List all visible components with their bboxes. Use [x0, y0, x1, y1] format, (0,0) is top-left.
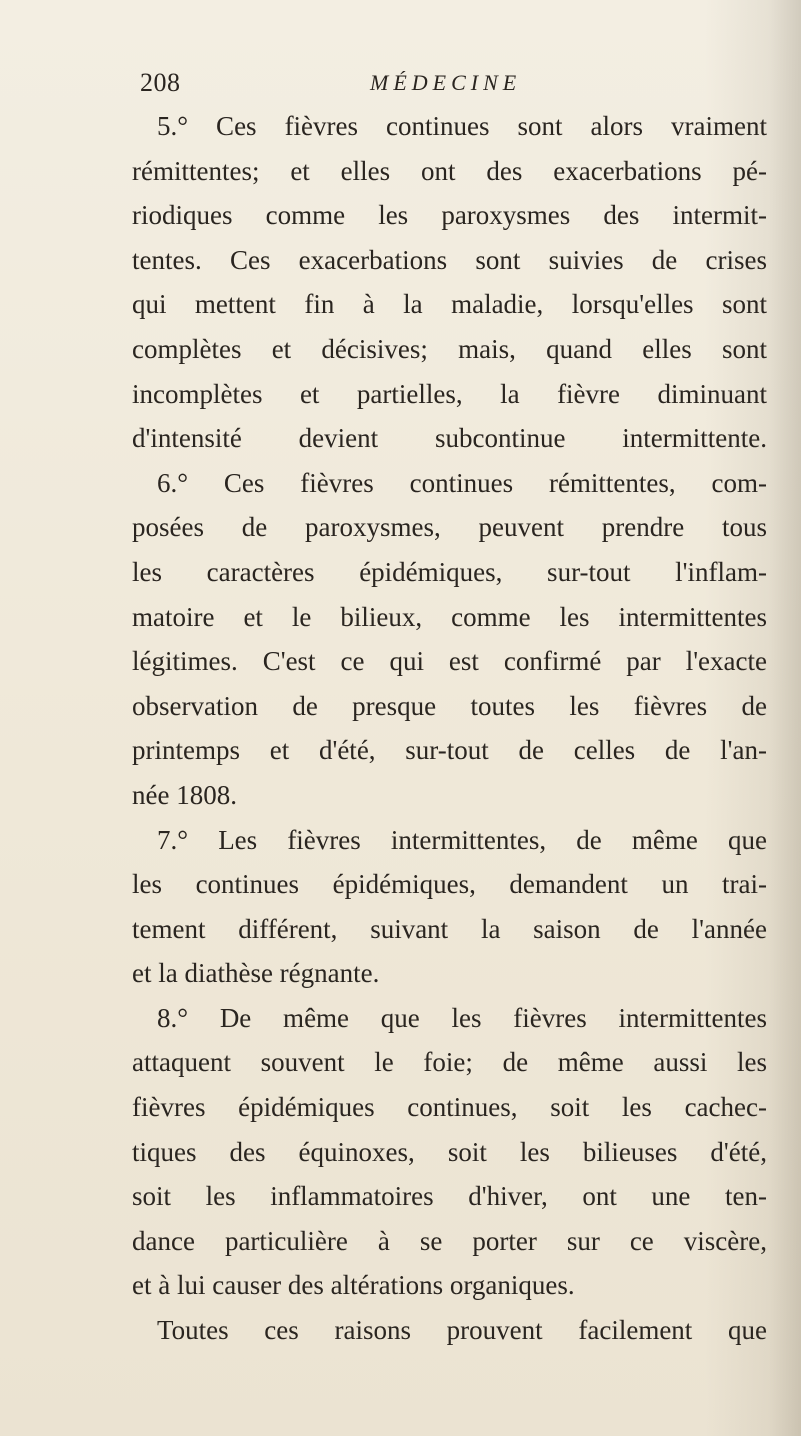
text-line: d'intensité devient subcontinue intermittente.	[132, 423, 767, 454]
text-line: rémittentes; et elles ont des exacerbations pé-	[132, 155, 767, 186]
page-header	[140, 68, 760, 108]
text-line: tentes. Ces exacerbations sont suivies de crises	[132, 244, 767, 275]
text-line: printemps et d'été, sur-tout de celles de l'an-	[132, 735, 767, 766]
text-line: 5.° Ces fièvres continues sont alors vraiment	[157, 111, 767, 141]
text-line: et à lui causer des altérations organiques.	[132, 1270, 575, 1301]
text-line: attaquent souvent le foie; de même aussi les	[132, 1047, 767, 1078]
text-line: les continues épidémiques, demandent un trai-	[132, 869, 767, 900]
text-line: Toutes ces raisons prouvent facilement que	[157, 1315, 767, 1346]
running-head: MÉDECINE	[370, 70, 522, 95]
text-line: 8.° De même que les fièvres intermittentes	[157, 1002, 767, 1033]
text-line: qui mettent fin à la maladie, lorsqu'elles sont	[132, 289, 767, 320]
text-line: posées de paroxysmes, peuvent prendre tous	[132, 512, 767, 543]
text-line: et la diathèse régnante.	[132, 958, 380, 989]
text-line: riodiques comme les paroxysmes des intermit-	[132, 200, 767, 231]
text-line: fièvres épidémiques continues, soit les cachec-	[132, 1092, 767, 1123]
page-number: 208	[140, 68, 181, 97]
text-line: incomplètes et partielles, la fièvre diminuant	[132, 378, 767, 409]
text-line: tement différent, suivant la saison de l'année	[132, 913, 767, 944]
text-line: tiques des équinoxes, soit les bilieuses d'été,	[132, 1136, 767, 1167]
text-line: 7.° Les fièvres intermittentes, de même que	[157, 824, 767, 855]
text-line: légitimes. C'est ce qui est confirmé par l'exacte	[132, 646, 767, 677]
text-line: les caractères épidémiques, sur-tout l'inflam-	[132, 556, 767, 587]
text-line: dance particulière à se porter sur ce viscère,	[132, 1225, 767, 1256]
text-line: complètes et décisives; mais, quand elles sont	[132, 333, 767, 364]
body-text	[132, 104, 767, 1353]
text-line: 6.° Ces fièvres continues rémittentes, com-	[157, 467, 767, 498]
text-line: soit les inflammatoires d'hiver, ont une ten-	[132, 1181, 767, 1212]
text-line: observation de presque toutes les fièvres de	[132, 690, 767, 721]
text-line: née 1808.	[132, 779, 237, 810]
text-line: matoire et le bilieux, comme les intermittentes	[132, 601, 767, 632]
